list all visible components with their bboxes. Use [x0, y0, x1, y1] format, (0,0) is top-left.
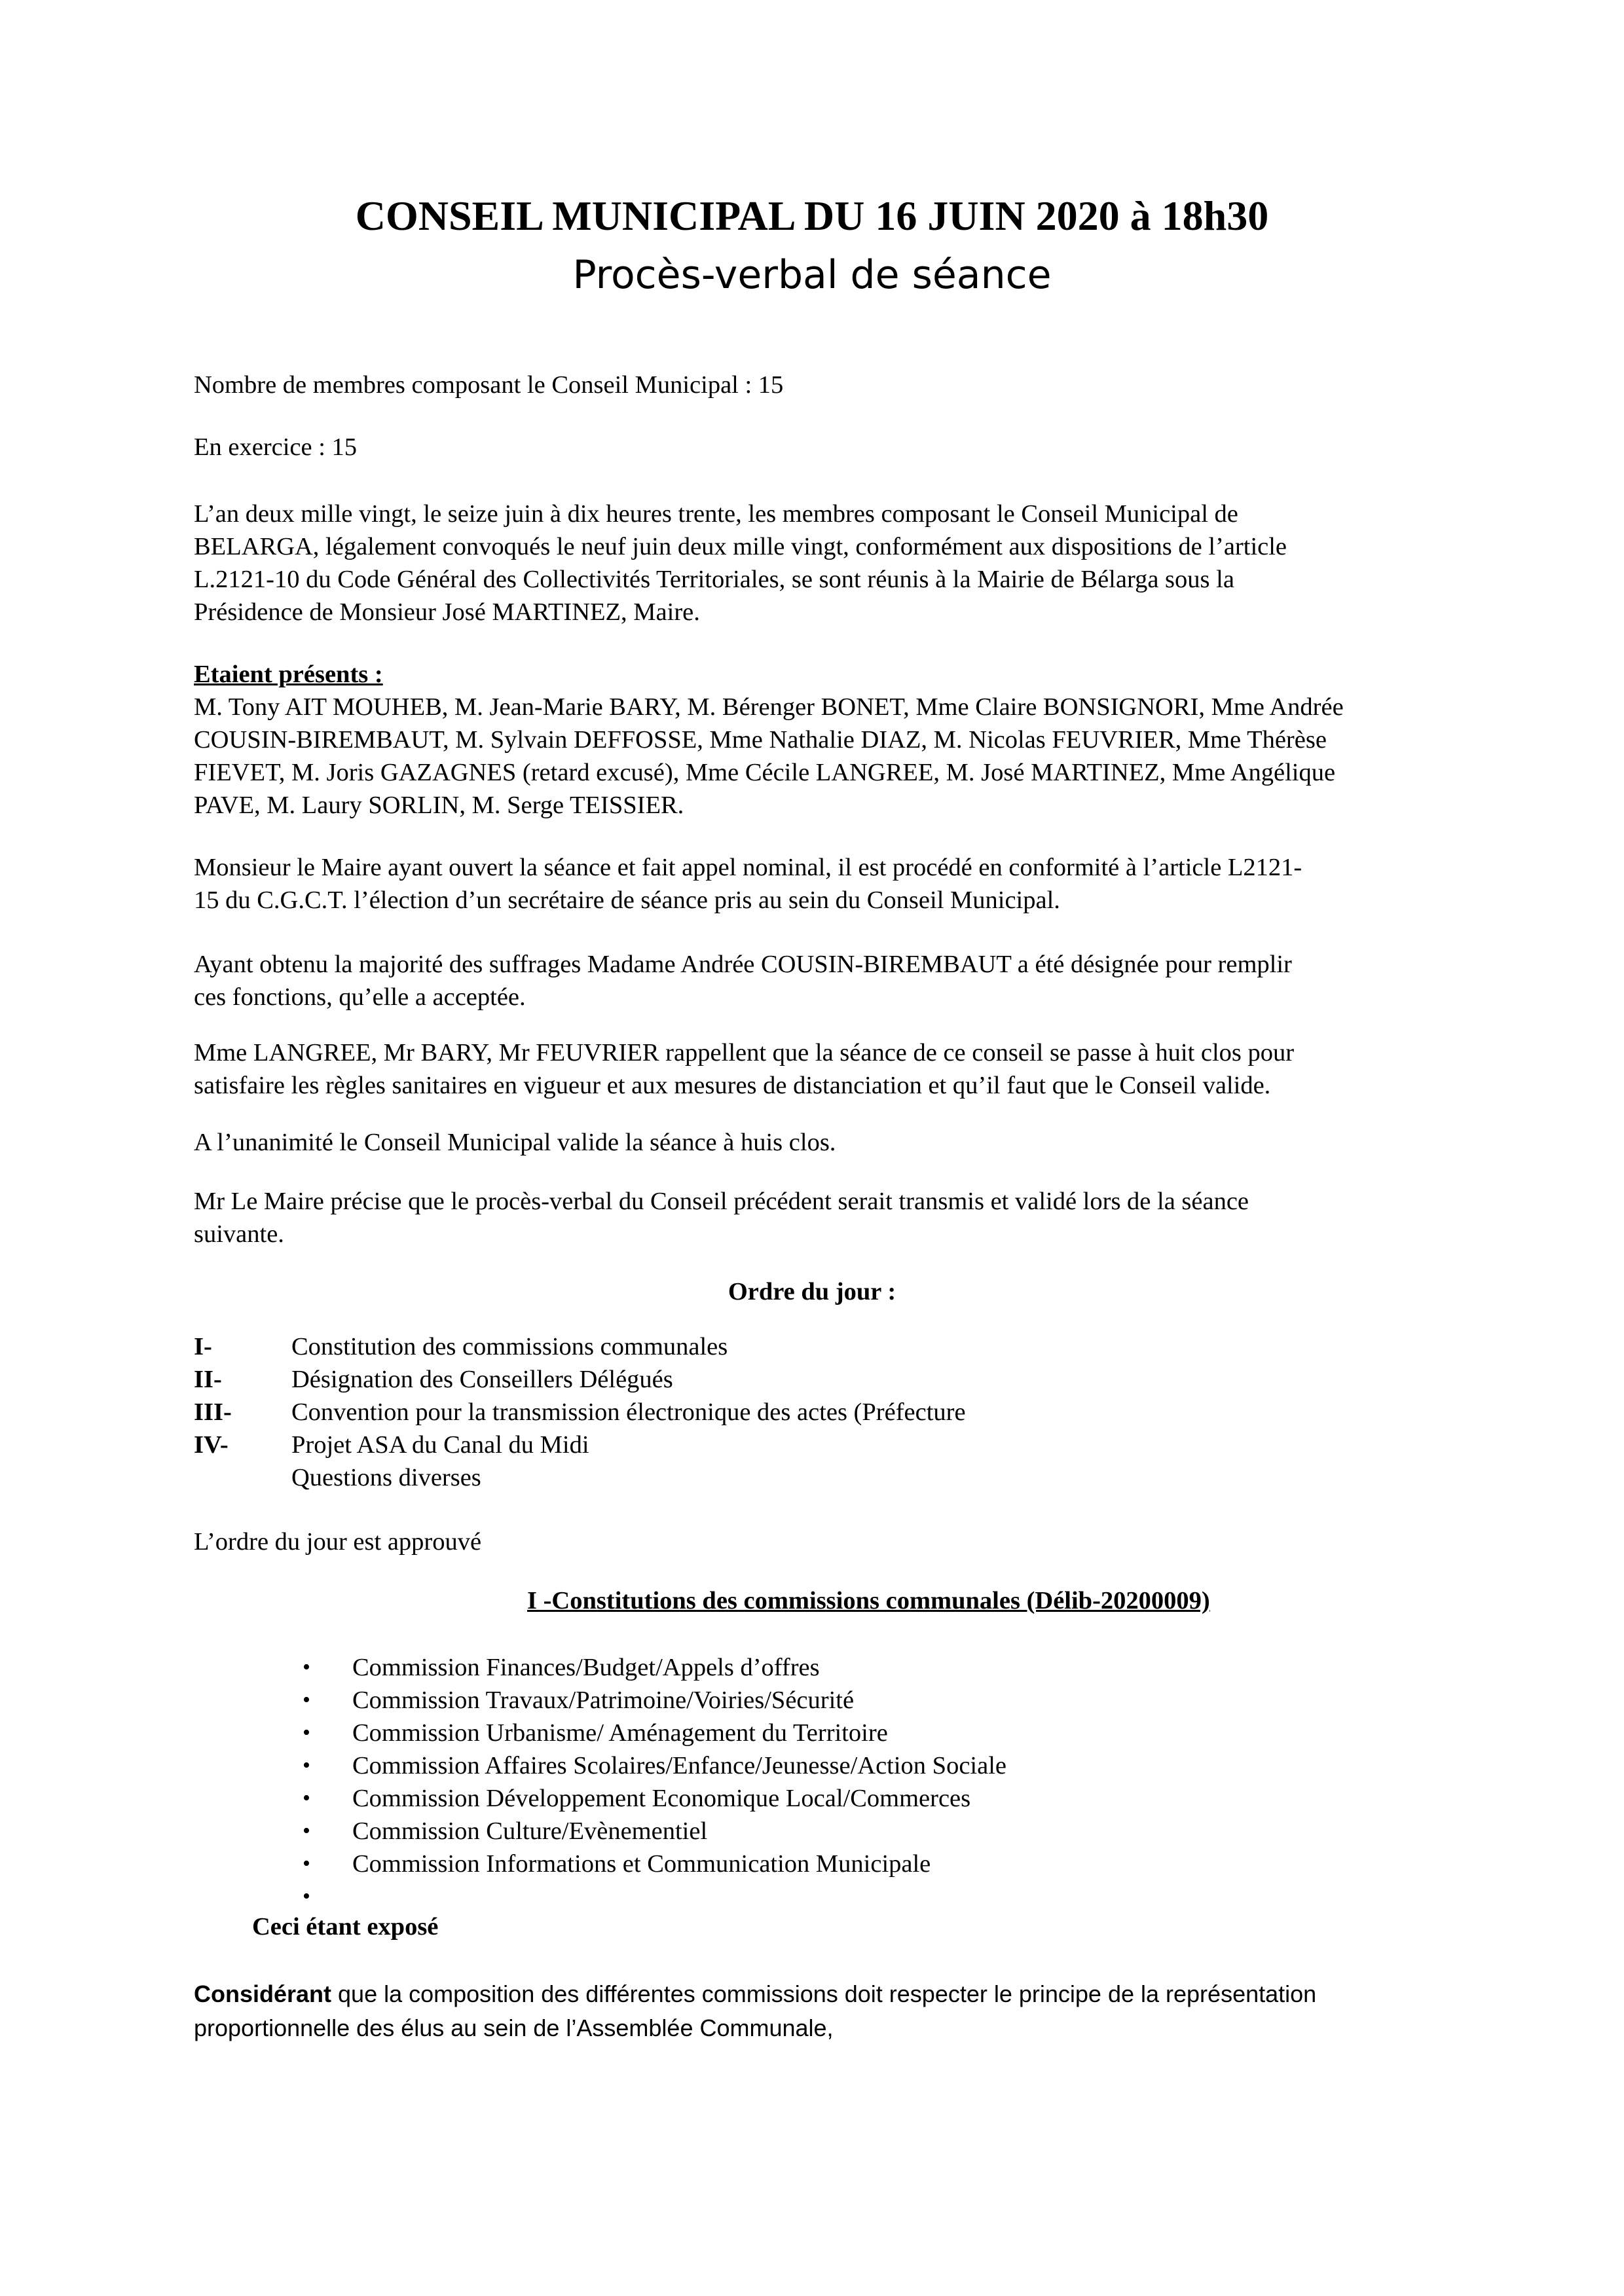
- present-heading: Etaient présents :: [194, 661, 383, 688]
- present-line: M. Tony AIT MOUHEB, M. Jean-Marie BARY, M. Bérenger BONET, Mme Claire BONSIGNORI, Mme Andrée: [194, 693, 1344, 721]
- agenda-heading: Ordre du jour :: [728, 1278, 896, 1305]
- opening-paragraph: [194, 851, 1438, 917]
- considering-line: [194, 1977, 1471, 2011]
- members-total: Nombre de membres composant le Conseil Municipal : 15: [194, 371, 784, 399]
- bullet-icon: •: [303, 1819, 310, 1843]
- previous-minutes-paragraph: [194, 1185, 1438, 1250]
- agenda-item-text: Constitution des commissions communales: [291, 1333, 728, 1360]
- present-list: [194, 691, 1438, 822]
- document-title: CONSEIL MUNICIPAL DU 16 JUIN 2020 à 18h30: [355, 192, 1269, 239]
- secretary-paragraph: [194, 948, 1438, 1013]
- commission-name: Commission Urbanisme/ Aménagement du Territoire: [352, 1719, 888, 1747]
- bullet-icon: •: [303, 1851, 310, 1876]
- unanimity-statement: A l’unanimité le Conseil Municipal valide la séance à huis clos.: [194, 1129, 836, 1156]
- agenda-item: [0, 1396, 1624, 1429]
- agenda-item-number: III-: [194, 1398, 232, 1426]
- agenda-item: [0, 1429, 1624, 1461]
- agenda-item-text: Convention pour la transmission électronique des actes (Préfecture: [291, 1398, 966, 1426]
- bullet-icon: •: [303, 1884, 310, 1908]
- list-item: [0, 1880, 1624, 1913]
- agenda-item: [0, 1363, 1624, 1396]
- intro-line: L.2121-10 du Code Général des Collectivités Territoriales, se sont réunis à la Mairie de Bélarga sous la: [194, 566, 1234, 593]
- document-subtitle: Procès-verbal de séance: [572, 252, 1052, 298]
- closed-session-line: Mme LANGREE, Mr BARY, Mr FEUVRIER rappellent que la séance de ce conseil se passe à huit clos pour: [194, 1039, 1295, 1066]
- list-item: [0, 1815, 1624, 1848]
- list-item: [0, 1848, 1624, 1880]
- agenda-approved: L’ordre du jour est approuvé: [194, 1528, 482, 1556]
- list-item: [0, 1651, 1624, 1684]
- agenda-item-text: Projet ASA du Canal du Midi: [291, 1431, 589, 1459]
- agenda-item: [0, 1461, 1624, 1494]
- present-line: FIEVET, M. Joris GAZAGNES (retard excusé), Mme Cécile LANGREE, M. José MARTINEZ, Mme Angélique: [194, 759, 1336, 786]
- secretary-line: ces fonctions, qu’elle a acceptée.: [194, 983, 526, 1011]
- considering-keyword: Considérant: [194, 1980, 332, 2007]
- closed-session-line: satisfaire les règles sanitaires en vigueur et aux mesures de distanciation et qu’il faut que le Conseil valide.: [194, 1072, 1271, 1099]
- considering-line: proportionnelle des élus au sein de l’Assemblée Communale,: [194, 2014, 834, 2041]
- list-item: [0, 1684, 1624, 1717]
- exposed-statement: Ceci étant exposé: [252, 1913, 439, 1941]
- list-item: [0, 1782, 1624, 1815]
- members-active: En exercice : 15: [194, 433, 358, 461]
- intro-line: BELARGA, légalement convoqués le neuf juin deux mille vingt, conformément aux dispositions de l’article: [194, 533, 1287, 560]
- commission-name: Commission Développement Economique Local/Commerces: [352, 1785, 971, 1812]
- bullet-icon: •: [303, 1721, 310, 1745]
- commission-name: Commission Informations et Communication Municipale: [352, 1850, 931, 1878]
- list-item: [0, 1717, 1624, 1749]
- agenda-item-number: I-: [194, 1333, 212, 1360]
- considering-paragraph: [194, 1977, 1471, 2045]
- present-line: PAVE, M. Laury SORLIN, M. Serge TEISSIER.: [194, 792, 684, 819]
- previous-minutes-line: Mr Le Maire précise que le procès-verbal du Conseil précédent serait transmis et validé lors de la séance: [194, 1188, 1249, 1215]
- bullet-icon: •: [303, 1786, 310, 1810]
- previous-minutes-line: suivante.: [194, 1220, 284, 1248]
- intro-line: Présidence de Monsieur José MARTINEZ, Maire.: [194, 598, 700, 626]
- commission-name: Commission Travaux/Patrimoine/Voiries/Sécurité: [352, 1686, 855, 1714]
- agenda-item-number: II-: [194, 1366, 222, 1393]
- list-item: [0, 1749, 1624, 1782]
- agenda-item-number: IV-: [194, 1431, 229, 1459]
- closed-session-paragraph: [194, 1036, 1438, 1102]
- section1-heading: I -Constitutions des commissions communales (Délib-20200009): [527, 1587, 1210, 1614]
- agenda-item-text: Questions diverses: [291, 1464, 481, 1491]
- opening-line: 15 du C.G.C.T. l’élection d’un secrétaire de séance pris au sein du Conseil Municipal.: [194, 886, 1060, 914]
- bullet-icon: •: [303, 1655, 310, 1679]
- present-line: COUSIN-BIREMBAUT, M. Sylvain DEFFOSSE, Mme Nathalie DIAZ, M. Nicolas FEUVRIER, Mme Thérèse: [194, 726, 1327, 754]
- bullet-icon: •: [303, 1688, 310, 1712]
- bullet-icon: •: [303, 1753, 310, 1777]
- intro-line: L’an deux mille vingt, le seize juin à dix heures trente, les membres composant le Conseil Municipal de: [194, 500, 1238, 528]
- commission-name: Commission Finances/Budget/Appels d’offres: [352, 1654, 820, 1681]
- secretary-line: Ayant obtenu la majorité des suffrages Madame Andrée COUSIN-BIREMBAUT a été désignée pour remplir: [194, 951, 1292, 978]
- commission-name: Commission Affaires Scolaires/Enfance/Jeunesse/Action Sociale: [352, 1752, 1006, 1779]
- agenda-item: [0, 1330, 1624, 1363]
- commission-name: Commission Culture/Evènementiel: [352, 1817, 708, 1845]
- considering-text: que la composition des différentes commissions doit respecter le principe de la représentation: [331, 1980, 1317, 2007]
- agenda-item-text: Désignation des Conseillers Délégués: [291, 1366, 673, 1393]
- intro-paragraph: [194, 498, 1438, 629]
- opening-line: Monsieur le Maire ayant ouvert la séance et fait appel nominal, il est procédé en conformité à l’article L2121-: [194, 854, 1302, 881]
